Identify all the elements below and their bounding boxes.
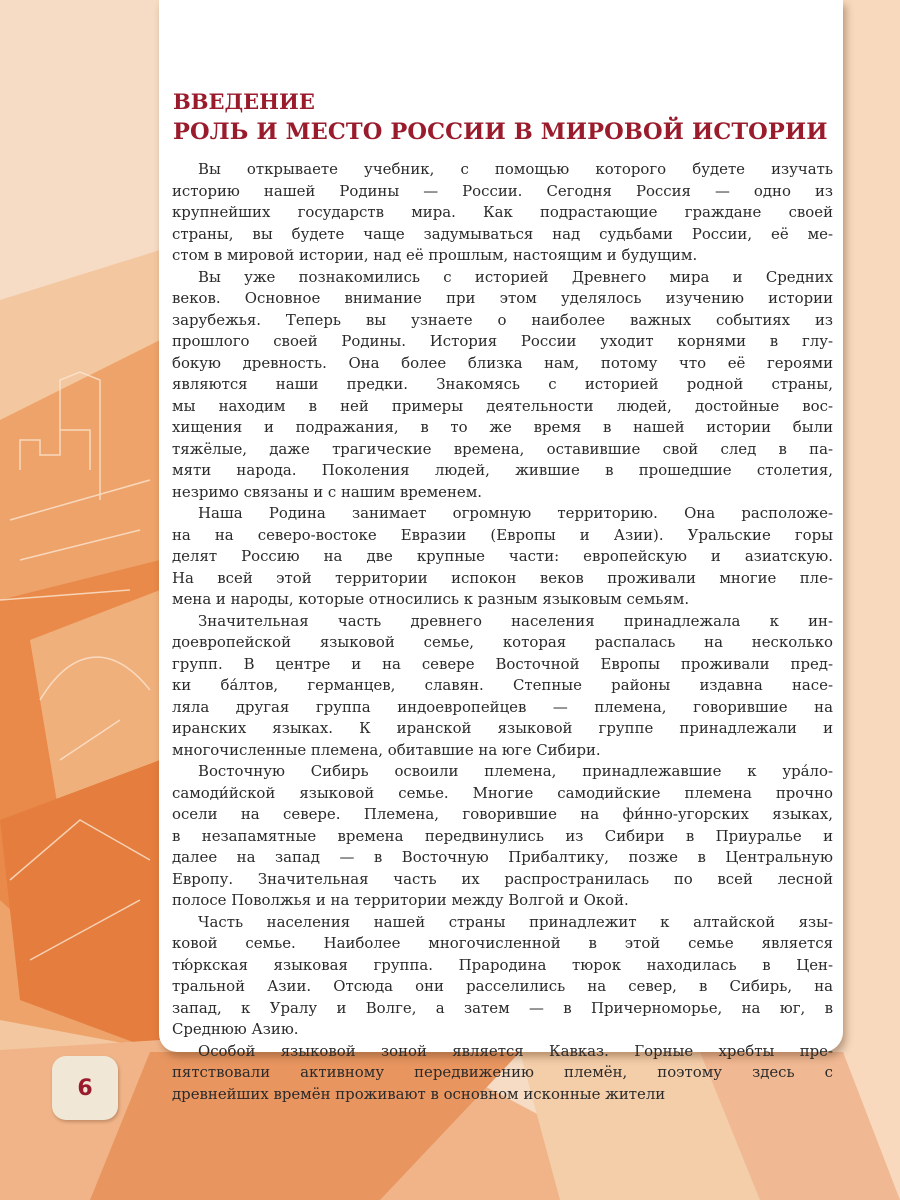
text-line: в незапамятные времена передвинулись из Сибири в Приуралье и [172,826,833,845]
text-line: мена и народы, которые относились к разным языковым семьям. [172,590,690,608]
paragraph [172,912,833,1041]
text-line: запад, к Уралу и Волге, а затем — в Причерноморье, на юг, в [172,998,833,1017]
text-line: мы находим в ней примеры деятельности людей, достойные вос- [172,396,833,415]
page-title: РОЛЬ И МЕСТО РОССИИ В МИРОВОЙ ИСТОРИИ [173,119,828,145]
text-line: Европу. Значительная часть их распространилась по всей лесной [172,869,833,888]
text-line: самоди́йской языковой семье. Многие самодийские племена прочно [172,783,833,802]
paragraph [172,611,833,762]
paragraph [172,761,833,912]
text-line: иранских языках. К иранской языковой группе принадлежали и [172,719,833,737]
text-line: прошлого своей Родины. История России уходит корнями в глу- [172,332,833,350]
text-line: веков. Основное внимание при этом уделялось изучению истории [172,289,833,307]
text-line: полосе Поволжья и на территории между Волгой и Окой. [172,891,629,909]
paragraph [172,159,833,267]
text-line: доевропейской языковой семье, которая распалась на несколько [172,633,833,651]
text-line: мяти народа. Поколения людей, жившие в прошедшие столетия, [172,461,833,479]
text-line: являются наши предки. Знакомясь с историей родной страны, [172,375,833,393]
text-line: страны, вы будете чаще задумываться над судьбами России, её ме- [172,224,833,243]
text-line: Вы уже познакомились с историей Древнего мира и Средних [198,267,833,286]
page-number: 6 [77,1075,93,1101]
text-line: древнейших времён проживают в основном исконные жители [172,1084,666,1103]
text-line: на на северо-востоке Евразии (Европы и Азии). Уральские горы [172,525,833,544]
text-line: стом в мировой истории, над её прошлым, настоящим и будущим. [172,246,698,264]
text-line: далее на запад — в Восточную Прибалтику, позже в Центральную [172,848,833,866]
text-line: тяжёлые, даже трагические времена, оставившие свой след в па- [172,439,833,458]
text-line: ки ба́лтов, германцев, славян. Степные районы издавна насе- [172,676,833,694]
text-line: Вы открываете учебник, с помощью которого будете изучать [198,160,833,178]
text-line: Значительная часть древнего населения принадлежала к ин- [198,611,833,630]
text-line: Восточную Сибирь освоили племена, принадлежавшие к ура́ло- [198,762,833,780]
text-line: тральной Азии. Отсюда они расселились на север, в Сибирь, на [172,977,833,995]
text-line: Наша Родина занимает огромную территорию. Она расположе- [198,504,833,522]
text-line: Среднюю Азию. [172,1020,299,1038]
paragraph [172,1041,833,1106]
text-line: На всей этой территории испокон веков проживали многие пле- [172,568,833,587]
text-line: ляла другая группа индоевропейцев — племена, говорившие на [172,697,833,716]
paragraph [172,267,833,504]
text-line: Особой языковой зоной является Кавказ. Горные хребты пре- [198,1041,833,1060]
body-text [172,159,833,1105]
text-line: пятствовали активному передвижению племён, поэтому здесь с [172,1063,833,1081]
text-line: Часть населения нашей страны принадлежит к алтайской язы- [198,912,833,931]
text-line: многочисленные племена, обитавшие на юге Сибири. [172,740,601,759]
paragraph [172,503,833,611]
text-line: групп. В центре и на севере Восточной Европы проживали пред- [172,654,833,673]
text-line: тю́ркская языковая группа. Прародина тюрок находилась в Цен- [172,955,833,974]
text-line: делят Россию на две крупные части: европейскую и азиатскую. [172,547,833,565]
header [173,86,833,148]
text-line: историю нашей Родины — России. Сегодня Россия — одно из [172,181,833,200]
text-line: ковой семье. Наиболее многочисленной в этой семье является [172,934,833,952]
text-line: зарубежья. Теперь вы узнаете о наиболее важных событиях из [172,310,833,329]
text-line: бокую древность. Она более близка нам, потому что её героями [172,353,833,372]
section-title: ВВЕДЕНИЕ [173,89,315,114]
text-line: хищения и подражания, в то же время в нашей истории были [172,418,833,436]
text-line: незримо связаны и с нашим временем. [172,482,483,501]
text-line: осели на севере. Племена, говорившие на фи́нно-угорских языках, [172,805,833,823]
page-number-tab [52,1056,118,1120]
text-line: крупнейших государств мира. Как подрастающие граждане своей [172,203,833,221]
